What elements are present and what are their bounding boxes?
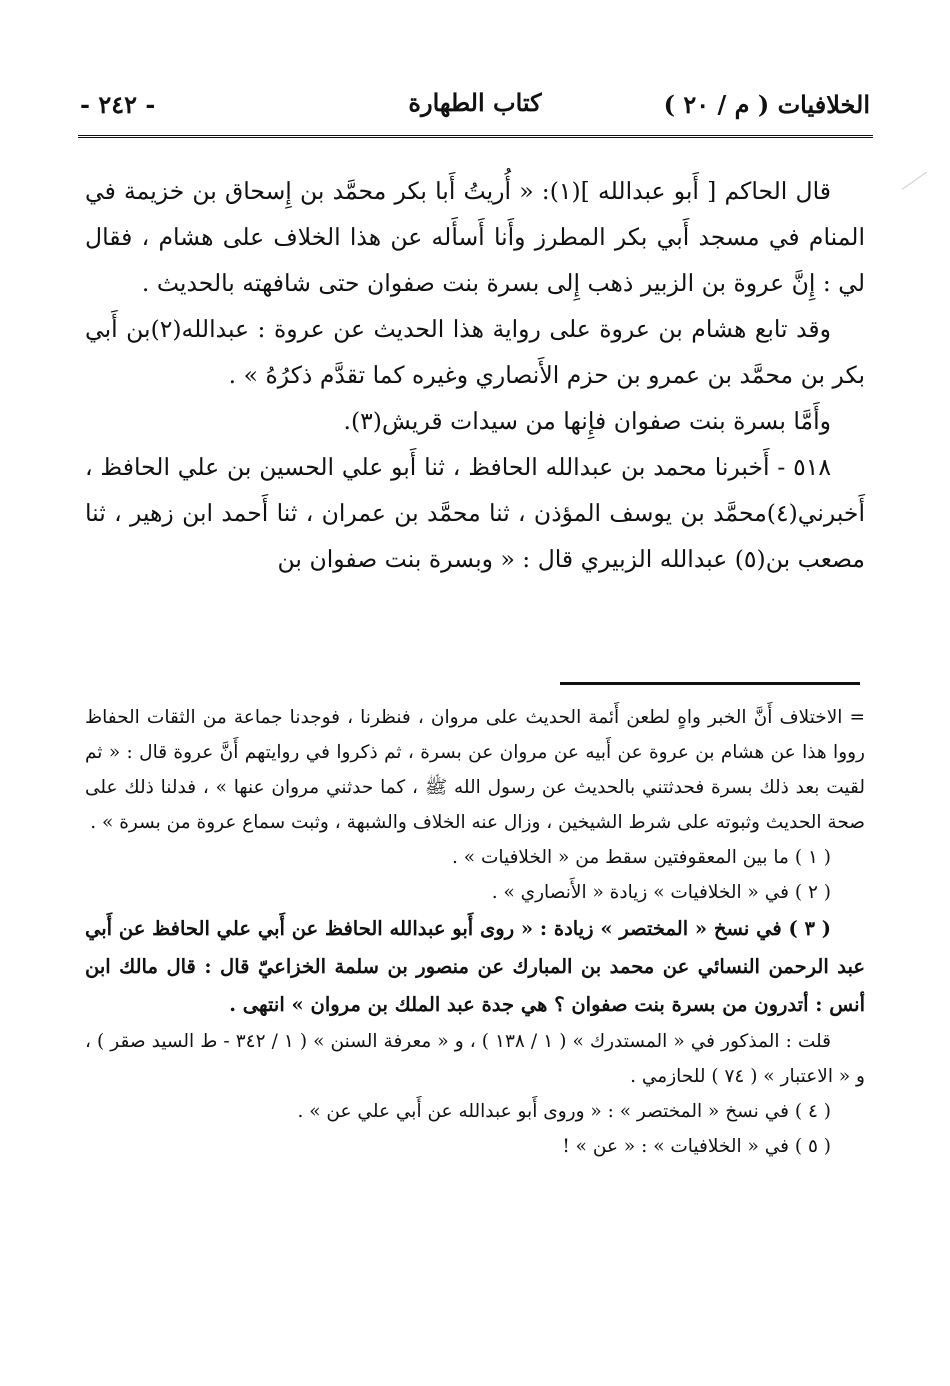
header-rule: [78, 135, 873, 138]
footnote-2: ( ٢ ) في « الخلافيات » زيادة « الأَنصاري » .: [491, 882, 831, 903]
scan-artifact: [902, 172, 928, 192]
main-paragraph-4: ٥١٨ - أَخبرنا محمد بن عبدالله الحافظ ، ثنا أَبو علي الحسين بن علي الحافظ ، أَخبرني(٤)محمَّد بن يوسف المؤذن ، ثنا محمَّد بن عمران ، ثنا أَحمد ابن زهير ، ثنا مصعب بن(٥) عبدالله الزبيري قال : « وبسرة بنت صفوان بن: [85, 453, 865, 573]
header-book-title: الخلافيات ( م / ٢٠ ): [663, 89, 870, 119]
main-paragraph-1: قال الحاكم [ أَبو عبدالله ](١): « أُريتُ أَبا بكر محمَّد بن إِسحاق بن خزيمة في المنام في مسجد أَبي بكر المطرز وأَنا أَسأَله عن هذا الخلاف على هشام ، فقال لي : إِنَّ عروة بن الزبير ذهب إِلى بسرة بنت صفوان حتى شافهته بالحديث .: [85, 177, 865, 297]
footnote-1: ( ١ ) ما بين المعقوفتين سقط من « الخلافيات » .: [451, 847, 831, 868]
footnote-continuation: = الاختلاف أَنَّ الخبر واهٍ لطعن أَئمة الحديث على مروان ، فنظرنا ، فوجدنا جماعة من الثقات الحفاظ رووا هذا عن هشام بن عروة عن أَبيه عن مروان عن بسرة ، ثم ذكروا في روايتهم أَنَّ عروة قال : « ثم لقيت بعد ذلك بسرة فحدثتني بالحديث عن رسول الله ﷺ ، كما حدثني مروان عنها » ، فدلنا ذلك على صحة الحديث وثبوته على شرط الشيخين ، وزال عنه الخلاف والشبهة ، وثبت سماع عروة من بسرة » .: [85, 707, 865, 833]
header-section-title: كتاب الطهارة: [408, 88, 542, 117]
footnote-4: ( ٤ ) في نسخ « المختصر » : « وروى أَبو عبدالله عن أَبي علي عن » .: [297, 1101, 831, 1122]
main-paragraph-2: وقد تابع هشام بن عروة على رواية هذا الحديث عن عروة : عبدالله(٢)بن أَبي بكر بن محمَّد بن عمرو بن حزم الأَنصاري وغيره كما تقدَّم ذكرُهُ » .: [85, 315, 865, 389]
page-number: - ٢٤٢ -: [80, 89, 156, 119]
running-header: [80, 80, 870, 128]
main-text: [85, 168, 865, 582]
footnote-3: ( ٣ ) في نسخ « المختصر » زيادة : « روى أَبو عبدالله الحافظ عن أَبي علي الحافظ عن أَبي عبد الرحمن النسائي عن محمد بن المبارك عن منصور بن سلمة الخزاعيّ قال : قال مالك ابن أنس : أتدرون من بسرة بنت صفوان ؟ هي جدة عبد الملك بن مروان » انتهى .: [85, 917, 865, 1016]
main-paragraph-3: وأَمَّا بسرة بنت صفوان فإِنها من سيدات قريش(٣).: [343, 407, 831, 435]
footnote-3-comment: قلت : المذكور في « المستدرك » ( ١ / ١٣٨ ) ، و « معرفة السنن » ( ١ / ٣٤٢ - ط السيد صقر ) ، و « الاعتبار » ( ٧٤ ) للحازمي .: [85, 1031, 865, 1087]
footnote-separator: [560, 682, 860, 685]
footnote-5: ( ٥ ) في « الخلافيات » : « عن » !: [562, 1136, 831, 1157]
footnotes: [85, 700, 865, 1164]
